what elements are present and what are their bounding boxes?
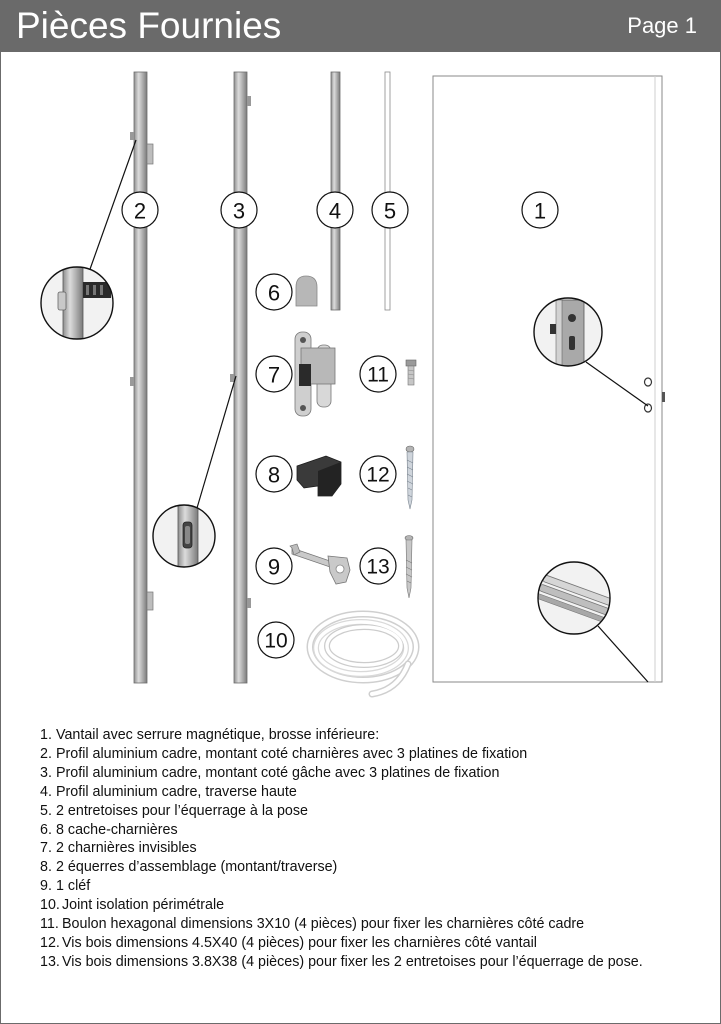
legend-item [40, 858, 680, 877]
legend-item [40, 745, 680, 764]
legend-item-number: 8. [40, 859, 52, 876]
callout-label-13: 13 [366, 555, 390, 579]
legend-item-number: 2. [40, 745, 52, 762]
hinge-plate-detail-zoom [41, 140, 136, 350]
legend-item-number: 3. [40, 764, 52, 781]
legend-item [40, 953, 680, 972]
legend-item [40, 915, 680, 934]
wood-screw-short [405, 536, 413, 599]
callout-label-5: 5 [383, 198, 397, 224]
concealed-hinge [295, 332, 335, 416]
legend-item-text: Profil aluminium cadre, montant coté charnières avec 3 platines de fixation [56, 745, 528, 762]
callout-label-11: 11 [367, 363, 389, 387]
legend-item-text: Vis bois dimensions 4.5X40 (4 pièces) pour fixer les charnières côté vantail [62, 934, 537, 951]
legend-item [40, 764, 680, 783]
legend-item-text: 2 charnières invisibles [56, 840, 197, 857]
legend-item-number: 9. [40, 878, 52, 895]
legend-item-text: 1 cléf [56, 878, 91, 895]
profile-top-crossbar [328, 72, 342, 310]
page-header [0, 0, 721, 52]
legend-item-number: 13. [40, 953, 60, 970]
legend-item-text: Boulon hexagonal dimensions 3X10 (4 pièces) pour fixer les charnières côté cadre [62, 916, 585, 933]
callout-label-12: 12 [366, 463, 390, 487]
legend-item-text: Vantail avec serrure magnétique, brosse inférieure: [56, 727, 380, 743]
spacer-bar [385, 72, 390, 310]
callout-label-4: 4 [328, 198, 342, 224]
parts-illustration [0, 52, 721, 712]
legend-item-text: Profil aluminium cadre, traverse haute [56, 783, 297, 800]
legend-item [40, 934, 680, 953]
callout-label-9: 9 [267, 554, 281, 580]
gasket-coil [310, 614, 416, 694]
legend-item-number: 7. [40, 840, 52, 857]
legend-item-number: 12. [40, 934, 60, 951]
key [290, 544, 350, 584]
legend-item [40, 877, 680, 896]
callout-label-8: 8 [267, 462, 281, 488]
legend-item [40, 896, 680, 915]
hex-bolt [406, 360, 416, 385]
profile-hinge-side [130, 72, 153, 683]
legend-item-number: 5. [40, 802, 52, 819]
legend-item-text: Vis bois dimensions 3.8X38 (4 pièces) pour fixer les 2 entretoises pour l’équerrage de pose. [62, 953, 643, 970]
callout-label-7: 7 [267, 362, 281, 388]
legend-item [40, 839, 680, 858]
legend-item-number: 1. [40, 727, 52, 743]
callout-label-2: 2 [133, 198, 147, 224]
callout-label-6: 6 [267, 280, 281, 306]
legend-item-text: 2 équerres d’assemblage (montant/traverse) [56, 859, 338, 876]
legend-item [40, 783, 680, 802]
legend-item-text: Joint isolation périmétrale [62, 897, 225, 914]
legend-item [40, 726, 680, 745]
wood-screw-long [406, 446, 414, 509]
strike-plate-detail-zoom [153, 376, 236, 580]
page-number: Page 1 [627, 13, 697, 38]
legend-item-number: 11. [40, 916, 59, 933]
parts-legend [40, 726, 680, 972]
page-title: Pièces Fournies [16, 5, 282, 46]
legend-item-number: 4. [40, 783, 52, 800]
callout-label-10: 10 [264, 629, 288, 653]
profile-strike-side [230, 72, 251, 683]
legend-item [40, 821, 680, 840]
legend-item-number: 10. [40, 897, 60, 914]
legend-item-text: 2 entretoises pour l’équerrage à la pose [56, 802, 308, 819]
assembly-bracket [297, 456, 341, 496]
legend-item-text: 8 cache-charnières [56, 821, 178, 838]
legend-item-text: Profil aluminium cadre, montant coté gâche avec 3 platines de fixation [56, 764, 500, 781]
legend-item-number: 6. [40, 821, 52, 838]
hinge-cover [296, 276, 317, 306]
callout-label-3: 3 [232, 198, 246, 224]
legend-item [40, 802, 680, 821]
callout-label-1: 1 [533, 198, 547, 224]
